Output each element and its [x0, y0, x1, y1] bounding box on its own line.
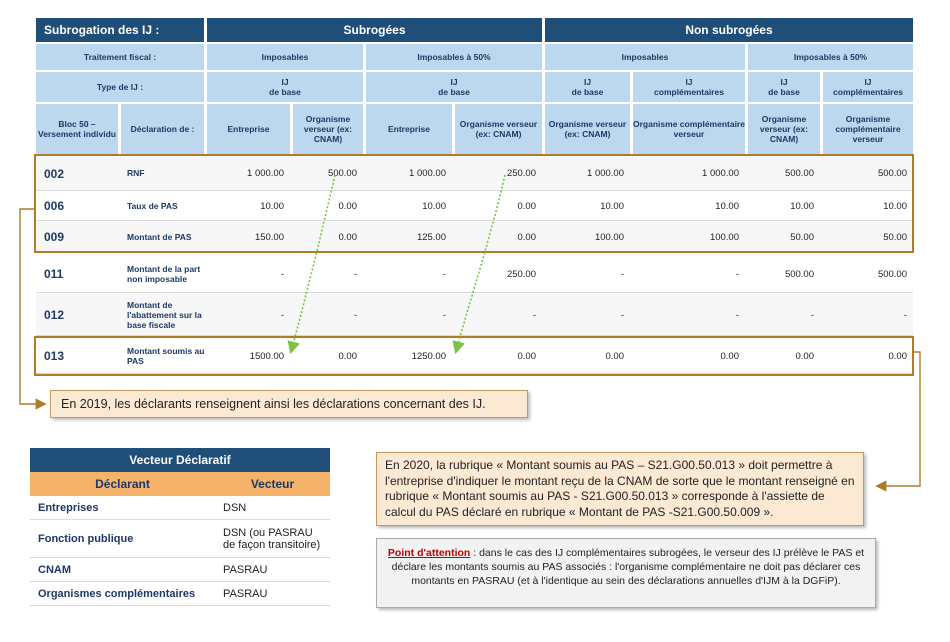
header-subrogees: Subrogées: [207, 18, 542, 42]
vecteur-value: DSN (ou PASRAU de façon transitoire): [223, 526, 321, 551]
orange-arrow-left: [20, 209, 44, 404]
attention-text: : dans le cas des IJ complémentaires subrogées, le verseur des IJ prélève le PAS et déclare les montants soumis au PAS associés : l'organisme complémentaire ne doit pas déclarer ces montants en PASRAU (et à l'identique au sein des déclarations annuelles d'IJM à la DGFiP).: [391, 547, 865, 588]
row-value-cell: -: [620, 309, 624, 321]
type-c3: IJ de base: [545, 72, 630, 102]
type-c6: IJ complémentaires: [823, 72, 913, 102]
row-value-cell: 500.00: [327, 168, 357, 179]
row-value-cell: -: [810, 309, 814, 321]
traitement-c3: Imposables: [545, 44, 745, 70]
row-value-cell: -: [735, 309, 739, 321]
attention-title: Point d'attention: [387, 547, 471, 559]
row-value-cell: 1 000.00: [702, 168, 739, 179]
type-label: Type de IJ :: [36, 72, 204, 102]
vecteur-row: [30, 520, 330, 558]
row-value-cell: 0.00: [338, 350, 357, 362]
col-h3: Entreprise: [366, 104, 452, 154]
row-label: Montant de PAS: [127, 231, 192, 242]
row-value-cell: 100.00: [709, 231, 739, 243]
row-value-cell: -: [442, 268, 446, 280]
vecteur-col-declarant: Déclarant: [95, 477, 150, 491]
row-value-cell: 1 000.00: [247, 168, 284, 179]
vecteur-title: Vecteur Déclaratif: [30, 448, 330, 472]
row-value-cell: -: [353, 268, 357, 280]
row-label: Montant soumis au PAS: [127, 345, 205, 366]
row-value-cell: 0.00: [605, 350, 624, 362]
vecteur-rows: [30, 496, 330, 606]
traitement-c4: Imposables à 50%: [748, 44, 913, 70]
vecteur-row: [30, 496, 330, 520]
green-arrow-1: [292, 175, 335, 348]
row-value-cell: 10.00: [422, 200, 446, 212]
row-label: Taux de PAS: [127, 200, 178, 211]
green-arrow-2: [457, 175, 505, 348]
row-code: 012: [44, 308, 65, 322]
row-code: 011: [44, 267, 64, 281]
vecteur-declarant: Organismes complémentaires: [38, 587, 196, 600]
vecteur-declarant: CNAM: [38, 563, 71, 576]
row-value-cell: -: [735, 268, 739, 280]
row-value-cell: -: [532, 309, 536, 321]
row-value-cell: 0.00: [517, 231, 536, 243]
row-value-cell: 50.00: [883, 231, 907, 243]
row-value-cell: 0.00: [338, 200, 357, 212]
row-value-cell: 50.00: [790, 231, 814, 243]
row-value-cell: 100.00: [594, 231, 624, 243]
row-value-cell: 150.00: [254, 231, 284, 243]
row-value-cell: -: [903, 309, 907, 321]
row-value-cell: 0.00: [720, 350, 739, 362]
vecteur-value: PASRAU: [223, 563, 268, 576]
row-value-cell: 0.00: [888, 350, 907, 362]
vecteur-row: [30, 558, 330, 582]
row-value-cell: 250.00: [506, 168, 536, 179]
row-value-cell: 10.00: [260, 200, 284, 212]
row-code: 009: [44, 230, 65, 244]
row-value-cell: 500.00: [784, 268, 814, 280]
attention-box: [376, 538, 876, 608]
row-code: 013: [44, 349, 65, 363]
row-value-cell: 500.00: [877, 168, 907, 179]
row-value-cell: -: [280, 309, 284, 321]
vecteur-table: [30, 448, 330, 606]
traitement-c2: Imposables à 50%: [366, 44, 542, 70]
row-value-cell: -: [442, 309, 446, 321]
vecteur-value: PASRAU: [223, 587, 268, 600]
row-value-cell: 500.00: [877, 268, 907, 280]
row-label: Montant de l'abattement sur la base fiscale: [127, 299, 202, 331]
row-label: Montant de la part non imposable: [127, 263, 201, 284]
col-h5: Organisme verseur (ex: CNAM): [545, 104, 630, 154]
col-h8: Organisme complémentaire verseur: [823, 104, 913, 154]
col-bloc: Bloc 50 – Versement individu: [36, 104, 118, 154]
row-value-cell: -: [280, 268, 284, 280]
vecteur-row: [30, 582, 330, 606]
row-value-cell: 125.00: [416, 231, 446, 243]
col-h4: Organisme verseur (ex: CNAM): [455, 104, 542, 154]
row-value-cell: -: [353, 309, 357, 321]
header-non-subrogees: Non subrogées: [545, 18, 913, 42]
row-value-cell: 250.00: [506, 268, 536, 280]
table-title: Subrogation des IJ :: [36, 18, 204, 42]
type-c2: IJ de base: [366, 72, 542, 102]
row-value-cell: 10.00: [790, 200, 814, 212]
col-h7: Organisme verseur (ex: CNAM): [748, 104, 820, 154]
orange-arrow-right: [878, 352, 920, 486]
vecteur-col-vecteur: Vecteur: [250, 477, 295, 491]
type-c5: IJ de base: [748, 72, 820, 102]
row-value-cell: 0.00: [795, 350, 814, 362]
row-value-cell: 0.00: [517, 350, 536, 362]
row-value-cell: 500.00: [784, 168, 814, 179]
row-value-cell: 1500.00: [249, 350, 284, 362]
traitement-c1: Imposables: [207, 44, 363, 70]
vecteur-declarant: Fonction publique: [38, 532, 134, 545]
row-value-cell: 1 000.00: [587, 168, 624, 179]
row-value-cell: 10.00: [600, 200, 624, 212]
row-label: RNF: [127, 168, 145, 179]
row-value-cell: 0.00: [517, 200, 536, 212]
col-h1: Entreprise: [207, 104, 290, 154]
row-code: 006: [44, 199, 65, 213]
col-h6: Organisme complémentaire verseur: [633, 104, 745, 154]
row-value-cell: 10.00: [883, 200, 907, 212]
row-value-cell: 1 000.00: [409, 168, 446, 179]
row-value-cell: -: [620, 268, 624, 280]
type-c1: IJ de base: [207, 72, 363, 102]
col-decl: Déclaration de :: [121, 104, 204, 154]
col-h2: Organisme verseur (ex: CNAM): [293, 104, 363, 154]
row-code: 002: [44, 166, 65, 181]
row-value-cell: 10.00: [715, 200, 739, 212]
vecteur-value: DSN: [223, 501, 247, 514]
vecteur-declarant: Entreprises: [38, 501, 99, 514]
note-2020: En 2020, la rubrique « Montant soumis au PAS – S21.G00.50.013 » doit permettre à l'entreprise d'indiquer le montant reçu de la CNAM de sorte que le montant renseigné en rubrique « Montant soumis au PAS - S21.G00.50.013 » corresponde à l'assiette de calcul du PAS déclaré en rubrique « Montant de PAS -S21.G00.50.009 ».: [376, 452, 864, 526]
type-c4: IJ complémentaires: [633, 72, 745, 102]
row-value-cell: 0.00: [338, 231, 357, 243]
note-2019: En 2019, les déclarants renseignent ainsi les déclarations concernant des IJ.: [50, 390, 528, 418]
traitement-label: Traitement fiscal :: [36, 44, 204, 70]
row-value-cell: 1250.00: [411, 350, 446, 362]
